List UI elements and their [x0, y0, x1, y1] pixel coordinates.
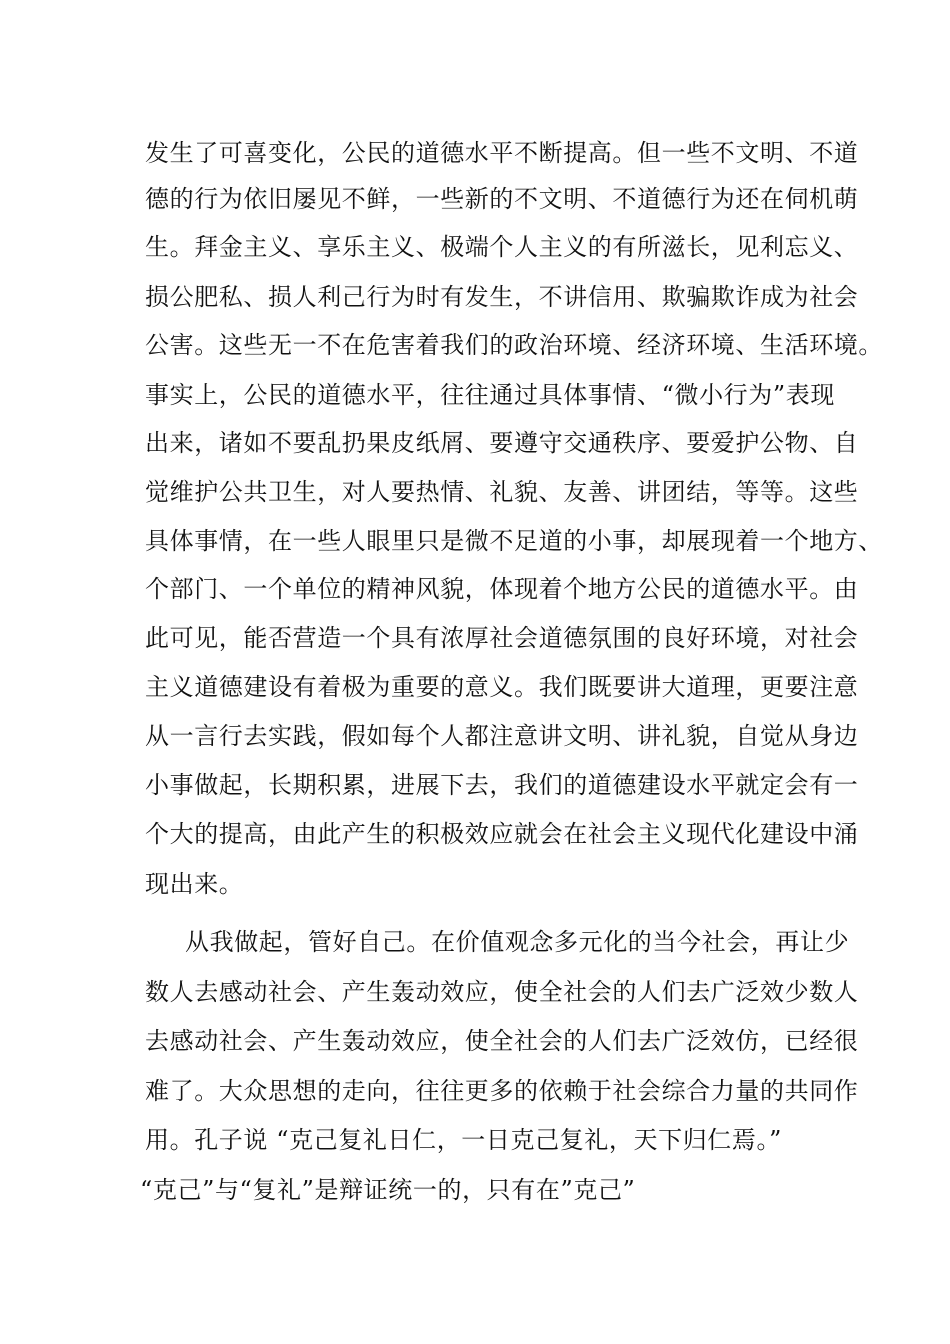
text-line: 主义道德建设有着极为重要的意义。我们既要讲大道理，更要注意: [145, 673, 859, 701]
text-line: 此可见，能否营造一个具有浓厚社会道德氛围的良好环境，对社会: [145, 624, 859, 652]
text-line: 具体事情，在一些人眼里只是微不足道的小事，却展现着一个地方、: [145, 527, 883, 555]
text-line: 发生了可喜变化，公民的道德水平不断提高。但一些不文明、不道: [145, 139, 859, 167]
text-line: 公害。这些无一不在危害着我们的政治环境、经济环境、生活环境。: [145, 331, 883, 359]
text-line: 难了。大众思想的走向，往往更多的依赖于社会综合力量的共同作: [145, 1077, 859, 1105]
text-line: 个大的提高，由此产生的积极效应就会在社会主义现代化建设中涌: [145, 820, 859, 848]
paragraph-first-line: 从我做起，管好自己。在价值观念多元化的当今社会，再让少: [185, 928, 850, 956]
text-line: 数人去感动社会、产生轰动效应，使全社会的人们去广泛效少数人: [145, 978, 859, 1006]
text-line: 生。拜金主义、享乐主义、极端个人主义的有所滋长，见利忘义、: [145, 233, 859, 261]
text-line: 小事做起，长期积累，进展下去，我们的道德建设水平就定会有一: [145, 771, 859, 799]
text-line: 去感动社会、产生轰动效应，使全社会的人们去广泛效仿，已经很: [145, 1027, 859, 1055]
text-line: 从一言行去实践，假如每个人都注意讲文明、讲礼貌，自觉从身边: [145, 722, 859, 750]
text-line: 觉维护公共卫生，对人要热情、礼貌、友善、讲团结，等等。这些: [145, 478, 859, 506]
text-line: “克己”与“复礼”是辩证统一的，只有在”克己”: [140, 1176, 636, 1204]
text-line: 出来，诸如不要乱扔果皮纸屑、要遵守交通秩序、要爱护公物、自: [145, 429, 859, 457]
text-line: 用。孔子说 “克己复礼日仁，一日克己复礼，天下归仁焉。”: [145, 1126, 782, 1154]
text-line: 个部门、一个单位的精神风貌，体现着个地方公民的道德水平。由: [145, 575, 859, 603]
text-line: 损公肥私、损人利己行为时有发生，不讲信用、欺骗欺诈成为社会: [145, 283, 859, 311]
text-line: 德的行为依旧屡见不鲜，一些新的不文明、不道德行为还在伺机萌: [145, 185, 859, 213]
text-line: 事实上，公民的道德水平，往往通过具体事情、“微小行为”表现: [145, 381, 835, 409]
text-line: 现出来。: [145, 870, 244, 898]
